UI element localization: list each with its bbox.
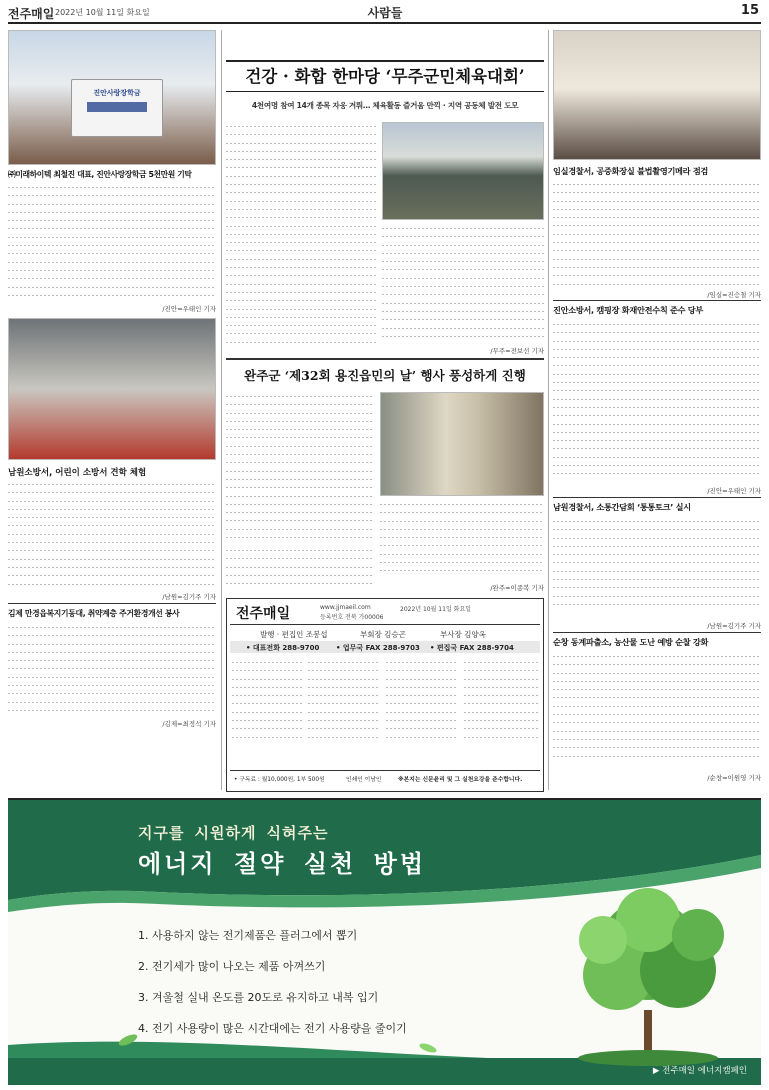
- sign-amount-bar: [87, 102, 147, 112]
- byline-donation: /진안=우태인 기자: [162, 305, 216, 313]
- main-headline: 건강 · 화합 한마당 ‘무주군민체육대회’: [245, 67, 525, 86]
- main-phone: • 대표전화 288-9700: [246, 644, 320, 652]
- byline-welfare: /김제=최정석 기자: [162, 720, 216, 728]
- issue-date: 2022년 10월 11일 화요일: [55, 8, 150, 17]
- masthead-url[interactable]: www.jjmaeil.com: [320, 604, 371, 611]
- divider: [553, 300, 761, 301]
- bureau-directory-col1: [232, 658, 304, 748]
- byline-namwon-police: /남원=김기주 기자: [707, 622, 761, 630]
- tree-illustration: [578, 888, 724, 1066]
- article-title-imsil-police: 임실경찰서, 공중화장실 불법촬영기메라 점검: [553, 166, 709, 176]
- article-body-sunchang: [553, 652, 761, 770]
- printer-info: 인쇄인 이남인: [346, 777, 382, 783]
- campaign-tip: 1. 사용하지 않는 전기제품은 플러그에서 뽑기: [138, 929, 358, 942]
- article-body-jinan-fire: [553, 320, 761, 478]
- fire-station-photo: [8, 318, 216, 460]
- divider: [8, 603, 216, 604]
- yongjin-body-col1-bottom: [226, 546, 374, 590]
- business-fax: • 업무국 FAX 288-9703: [336, 644, 420, 652]
- divider: [226, 358, 544, 360]
- divider: [230, 624, 540, 625]
- award-ceremony-photo: [380, 392, 544, 496]
- article-title-namwon-police: 남원경찰서, 소통간담회 ‘통통토크’ 실시: [553, 502, 691, 512]
- ethics-notice: ※본지는 신문윤리 및 그 실천요강을 준수합니다.: [398, 777, 523, 783]
- vice-president-line: 부사장 김양옥: [440, 630, 486, 639]
- vice-chair-line: 부회장 김승곤: [360, 630, 406, 639]
- byline-imsil-police: /임실=진승철 기자: [707, 291, 761, 299]
- main-subheadline: 4천여명 참여 14개 종목 자웅 겨뤄… 체육활동 즐거움 만끽 · 지역 공동체 발전 도모: [251, 101, 519, 110]
- campaign-tip: 3. 겨울철 실내 온도를 20도로 유지하고 내복 입기: [138, 991, 379, 1004]
- newspaper-name: 전주매일: [8, 7, 55, 21]
- article-title-yongjin: 완주군 ‘제32회 용진읍민의 날’ 행사 풍성하게 진행: [244, 368, 526, 383]
- article-title-jinan-fire: 진안소방서, 캠핑장 화재안전수칙 준수 당부: [553, 305, 703, 315]
- editorial-fax: • 편집국 FAX 288-9704: [430, 644, 514, 652]
- donation-photo: [8, 30, 216, 165]
- article-body-donation: [8, 183, 216, 301]
- column-divider-right: [548, 30, 549, 790]
- masthead-issue-date: 2022년 10월 11일 화요일: [400, 606, 472, 613]
- article-body-fire-station: [8, 480, 216, 588]
- section-title: 사람들: [367, 6, 403, 20]
- bureau-directory-col4: [464, 658, 538, 748]
- main-body-col1: [226, 122, 376, 348]
- bureau-directory-col2: [308, 658, 380, 748]
- play-icon: ▶: [652, 1066, 660, 1076]
- yongjin-body-col2: [380, 500, 544, 580]
- publisher-line: 발행 · 편집인 조봉섭: [260, 630, 328, 639]
- sports-festival-photo: [382, 122, 544, 220]
- campaign-headline-main: 에너지 절약 실천 방법: [138, 850, 427, 878]
- byline-jinan-fire: /진안=우태인 기자: [707, 487, 761, 495]
- article-title-welfare: 김제 만경읍복지기동대, 취약계층 주거환경개선 봉사: [8, 609, 180, 618]
- energy-campaign-ad: [8, 798, 761, 1083]
- masthead-registration: 등록번호 전북 가00006: [320, 614, 384, 621]
- campaign-tips-list: [138, 920, 578, 1044]
- byline-sunchang: /순창=이원영 기자: [707, 774, 761, 782]
- article-body-namwon-police: [553, 517, 761, 615]
- campaign-tip: 4. 전기 사용량이 많은 시간대에는 전기 사용량을 줄이기: [138, 1022, 407, 1035]
- campaign-headline-top: 지구를 시원하게 식혀주는: [138, 824, 329, 842]
- divider: [553, 632, 761, 633]
- column-divider-left: [221, 30, 222, 790]
- article-title-donation: ㈜미래하이텍 최철진 대표, 진안사랑장학금 5천만원 기탁: [8, 170, 192, 179]
- article-body-welfare: [8, 623, 216, 723]
- police-inspection-photo: [553, 30, 761, 160]
- donation-sign: [71, 79, 163, 137]
- campaign-tip: 2. 전기세가 많이 나오는 제품 아껴쓰기: [138, 960, 326, 973]
- article-body-imsil-police: [553, 180, 761, 288]
- masthead-name: 전주매일: [236, 606, 291, 622]
- byline-main: /무주=전보선 기자: [490, 347, 544, 355]
- divider: [230, 770, 540, 771]
- campaign-footer: [653, 1064, 747, 1076]
- article-title-fire-station: 남원소방서, 어린이 소방서 견학 체험: [8, 468, 147, 478]
- campaign-footer-label: 전주매일 에너지캠페인: [662, 1066, 747, 1076]
- article-title-sunchang: 순창 동계파출소, 농산물 도난 예방 순찰 강화: [553, 637, 709, 647]
- bureau-directory-col3: [386, 658, 458, 748]
- divider: [553, 497, 761, 498]
- page-number: 15: [740, 3, 759, 18]
- subscription-info: • 구독료 : 월10,000원, 1부 500원: [234, 777, 325, 783]
- byline-fire-station: /남원=김기주 기자: [162, 593, 216, 601]
- byline-yongjin: /완주=이종복 기자: [490, 584, 544, 592]
- sign-text: 진안사랑장학금: [93, 89, 141, 97]
- main-body-col2: [382, 224, 544, 340]
- yongjin-body-col1: [226, 392, 374, 542]
